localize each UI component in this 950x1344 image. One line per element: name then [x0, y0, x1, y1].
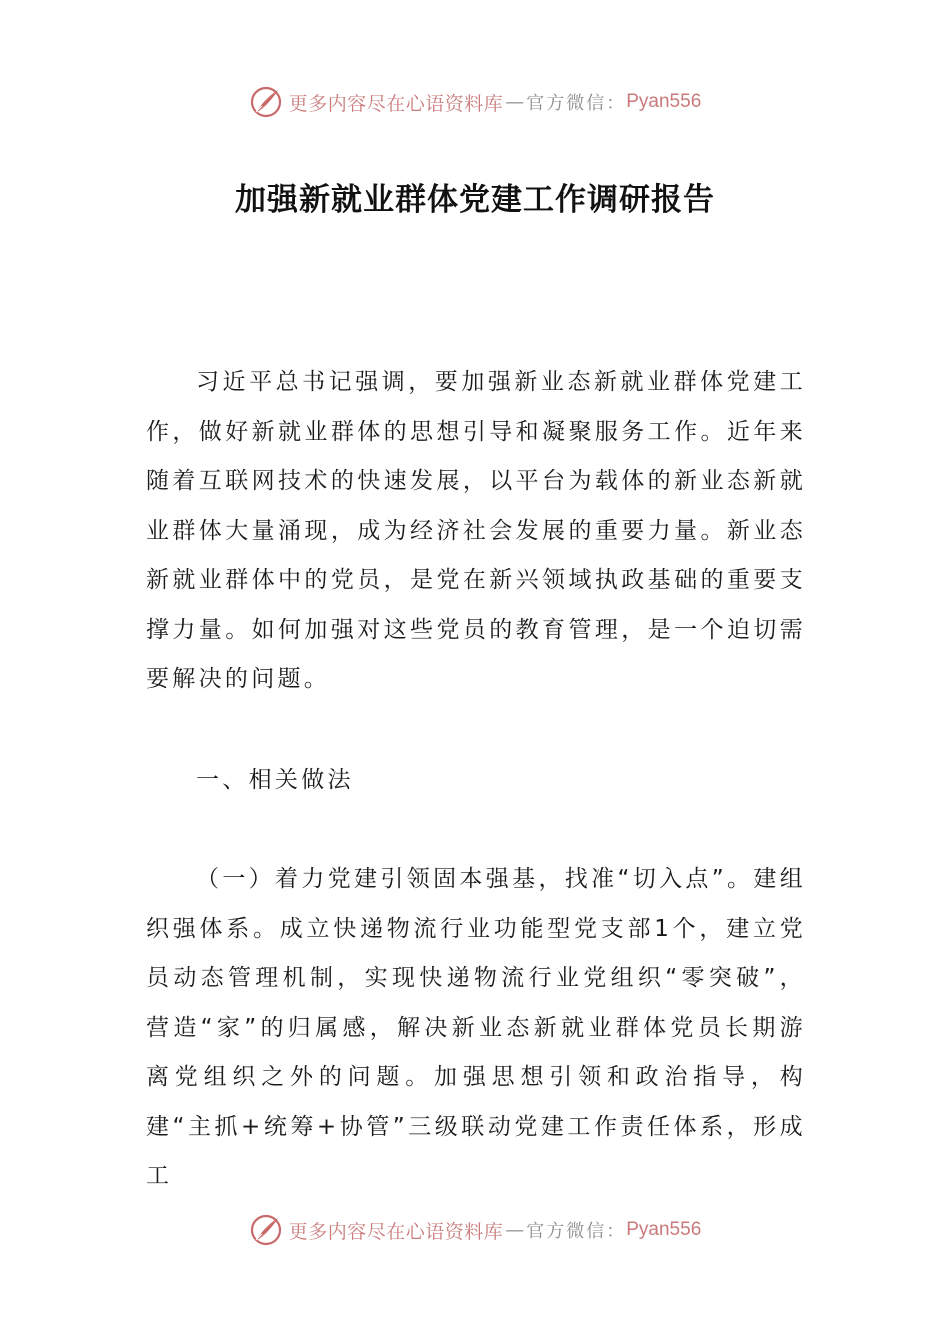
watermark-id: Pyan556: [626, 1219, 702, 1240]
quill-pen-logo-icon: [249, 1213, 283, 1247]
watermark-header: [0, 82, 950, 122]
watermark-dash: —: [505, 91, 525, 113]
paragraph-spacer: [146, 805, 806, 855]
watermark-text: 更多内容尽在心语资料库: [288, 92, 504, 115]
section-heading: 一、相关做法: [196, 766, 354, 793]
watermark-dash: —: [505, 1219, 525, 1241]
watermark-label: 官方微信：: [526, 93, 627, 114]
watermark-id: Pyan556: [626, 91, 702, 112]
paragraph-spacer: [146, 705, 806, 756]
section-paragraph: （一）着力党建引领固本强基，找准“切入点”。建组织强体系。成立快递物流行业功能型党支部1个，建立党员动态管理机制，实现快递物流行业党组织“零突破”，营造“家”的归属感，解决新业态新就业群体党员长期游离党组织之外的问题。加强思想引领和政治指导，构建“主抓+统筹+协管”三级联动党建工作责任体系，形成工: [146, 866, 806, 1189]
watermark-text: 更多内容尽在心语资料库: [288, 1220, 504, 1243]
watermark-footer: [0, 1210, 950, 1250]
document-title: 加强新就业群体党建工作调研报告: [235, 182, 715, 218]
watermark-label: 官方微信：: [526, 1221, 627, 1242]
quill-pen-logo-icon: [249, 85, 283, 119]
document-body: [146, 358, 806, 1202]
intro-paragraph: 习近平总书记强调，要加强新业态新就业群体党建工作，做好新就业群体的思想引导和凝聚服务工作。近年来随着互联网技术的快速发展，以平台为载体的新业态新就业群体大量涌现，成为经济社会发展的重要力量。新业态新就业群体中的党员，是党在新兴领域执政基础的重要支撑力量。如何加强对这些党员的教育管理，是一个迫切需要解决的问题。: [146, 369, 806, 692]
